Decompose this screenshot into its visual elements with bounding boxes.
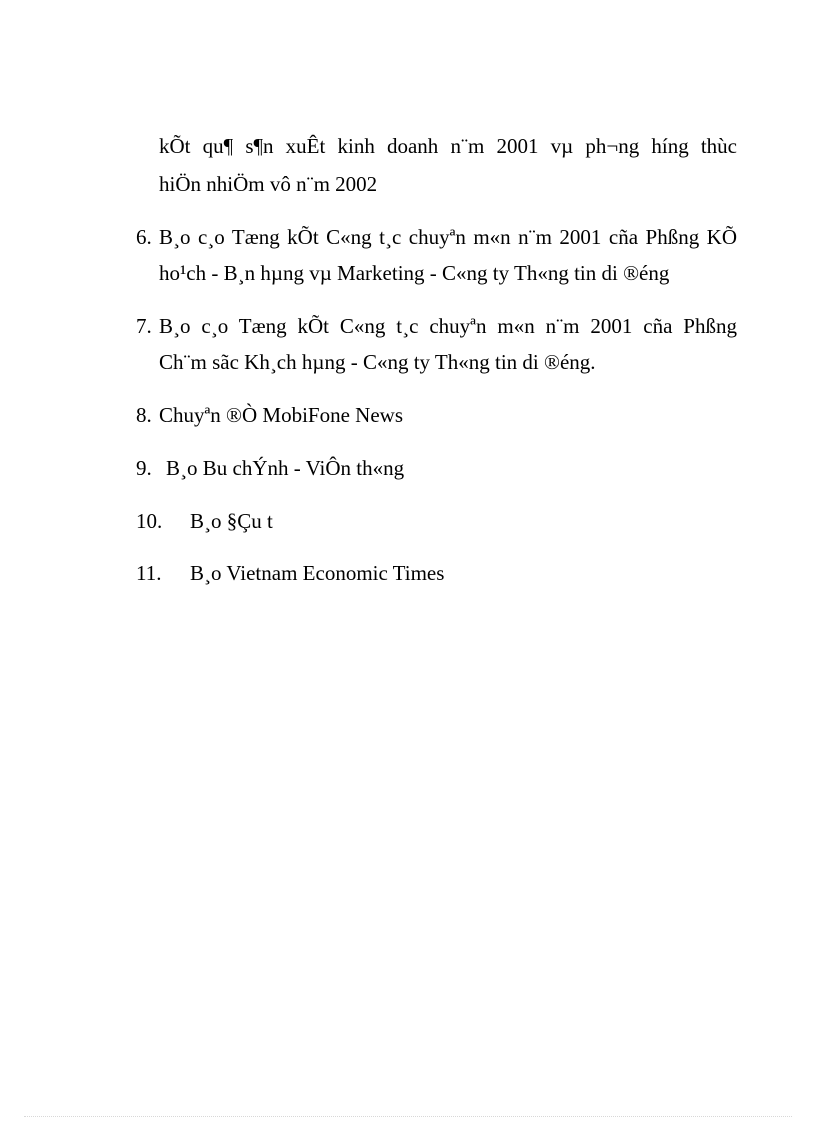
reference-text-line-1: B¸o §Çu t [190,509,273,533]
page-bottom-divider [24,1116,792,1117]
reference-text-line-1: B¸o Vietnam Economic Times [190,561,445,585]
reference-text-line-1: Chuyªn ®Ò MobiFone News [159,403,404,427]
reference-text-line-1: B¸o c¸o Tæng kÕt C«ng t¸c chuyªn m«n n¨m 2001 cña Phßng KÕ [159,225,737,249]
continuation-line-1: kÕt qu¶ s¶n xuÊt kinh doanh n¨m 2001 vµ ph¬ng híng thùc [159,134,737,158]
reference-number: 7. [136,314,152,338]
reference-text-line-1: B¸o Bu chÝnh - ViÔn th«ng [166,456,405,480]
reference-number: 8. [136,403,152,427]
reference-number: 6. [136,225,152,249]
reference-text-line-1: B¸o c¸o Tæng kÕt C«ng t¸c chuyªn m«n n¨m 2001 cña Phßng [159,314,737,338]
reference-text-line-2: ho¹ch - B¸n hµng vµ Marketing - C«ng ty Th«ng tin di ®éng [159,261,670,285]
continuation-line-2: hiÖn nhiÖm vô n¨m 2002 [159,172,378,196]
reference-text-line-2: Ch¨m sãc Kh¸ch hµng - C«ng ty Th«ng tin di ®éng. [159,350,596,374]
reference-number: 11. [136,561,162,585]
reference-number: 9. [136,456,152,480]
reference-number: 10. [136,509,163,533]
